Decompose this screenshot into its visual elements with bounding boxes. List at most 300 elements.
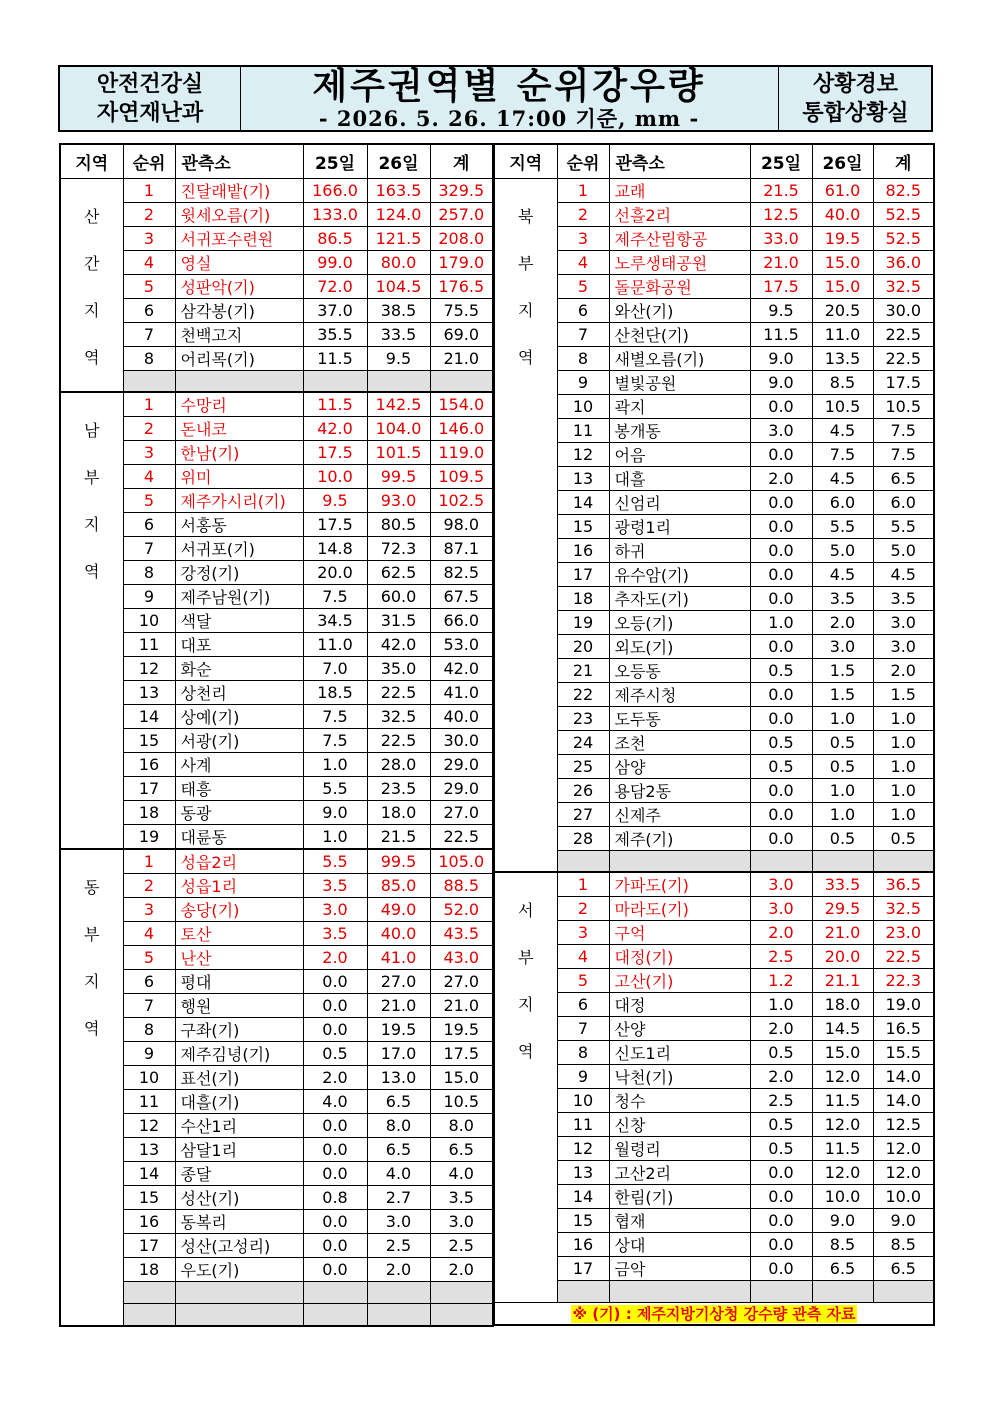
total-cell: 43.5 xyxy=(430,922,493,946)
day1-cell: 3.5 xyxy=(303,922,367,946)
day1-cell: 7.0 xyxy=(303,657,367,681)
day2-cell: 40.0 xyxy=(812,202,873,226)
station-cell: 가파도(기) xyxy=(609,872,750,897)
day2-cell: 28.0 xyxy=(367,753,430,777)
rank-cell: 18 xyxy=(123,1258,175,1282)
rank-cell: 18 xyxy=(123,801,175,825)
station-cell: 삼양 xyxy=(609,754,750,778)
department-label xyxy=(60,67,241,130)
station-cell: 서귀포수련원 xyxy=(175,226,303,250)
day1-cell: 7.5 xyxy=(303,585,367,609)
table-row xyxy=(60,298,493,322)
station-cell: 천백고지 xyxy=(175,322,303,346)
day2-cell: 11.0 xyxy=(812,322,873,346)
rank-cell: 1 xyxy=(557,872,609,897)
day1-cell: 9.0 xyxy=(303,801,367,825)
day1-cell: 0.0 xyxy=(750,634,812,658)
day2-cell: 15.0 xyxy=(812,1041,873,1065)
table-row xyxy=(494,802,934,826)
rank-cell: 16 xyxy=(123,753,175,777)
station-cell: 외도(기) xyxy=(609,634,750,658)
station-cell: 돌문화공원 xyxy=(609,274,750,298)
rank-cell: 6 xyxy=(123,970,175,994)
day1-cell: 17.5 xyxy=(750,274,812,298)
blank-cell xyxy=(557,850,609,872)
station-cell: 송당(기) xyxy=(175,898,303,922)
total-cell: 52.5 xyxy=(873,226,934,250)
day1-cell: 2.5 xyxy=(750,945,812,969)
col-region: 지역 xyxy=(494,144,557,178)
day1-cell: 21.5 xyxy=(750,178,812,202)
table-row xyxy=(494,1233,934,1257)
day1-cell: 34.5 xyxy=(303,609,367,633)
station-cell: 대흘 xyxy=(609,466,750,490)
station-cell: 위미 xyxy=(175,465,303,489)
page-subtitle: - 2026. 5. 26. 17:00 기준, mm - xyxy=(318,105,700,131)
total-cell: 119.0 xyxy=(430,441,493,465)
total-cell: 6.5 xyxy=(430,1138,493,1162)
rank-cell: 3 xyxy=(123,898,175,922)
rank-cell: 11 xyxy=(123,1090,175,1114)
station-cell: 노루생태공원 xyxy=(609,250,750,274)
day1-cell: 0.5 xyxy=(750,1113,812,1137)
day2-cell: 7.5 xyxy=(812,442,873,466)
rank-cell: 10 xyxy=(123,609,175,633)
total-cell: 105.0 xyxy=(430,849,493,874)
page-title: 제주권역별 순위강우량 xyxy=(312,65,706,107)
region-label xyxy=(494,178,557,872)
station-cell: 협재 xyxy=(609,1209,750,1233)
rank-cell: 11 xyxy=(557,1113,609,1137)
table-row xyxy=(60,777,493,801)
total-cell: 42.0 xyxy=(430,657,493,681)
total-cell: 12.5 xyxy=(873,1113,934,1137)
day2-cell: 33.5 xyxy=(812,872,873,897)
day2-cell: 121.5 xyxy=(367,226,430,250)
total-cell: 10.5 xyxy=(873,394,934,418)
day2-cell: 17.0 xyxy=(367,1042,430,1066)
day1-cell: 9.0 xyxy=(750,370,812,394)
station-cell: 새별오름(기) xyxy=(609,346,750,370)
table-row xyxy=(494,346,934,370)
station-cell: 영실 xyxy=(175,250,303,274)
day2-cell: 2.5 xyxy=(367,1234,430,1258)
station-cell: 낙천(기) xyxy=(609,1065,750,1089)
rank-cell: 15 xyxy=(123,1186,175,1210)
day1-cell: 14.8 xyxy=(303,537,367,561)
station-cell: 제주김녕(기) xyxy=(175,1042,303,1066)
station-cell: 선흘2리 xyxy=(609,202,750,226)
day1-cell: 166.0 xyxy=(303,178,367,202)
day1-cell: 2.0 xyxy=(750,921,812,945)
col-day1: 25일 xyxy=(303,144,367,178)
station-cell: 청수 xyxy=(609,1089,750,1113)
day2-cell: 142.5 xyxy=(367,392,430,417)
station-cell: 어음 xyxy=(609,442,750,466)
rank-cell: 14 xyxy=(123,705,175,729)
station-cell: 종달 xyxy=(175,1162,303,1186)
table-row xyxy=(494,1041,934,1065)
station-cell: 고산2리 xyxy=(609,1161,750,1185)
total-cell: 66.0 xyxy=(430,609,493,633)
day2-cell: 10.0 xyxy=(812,1185,873,1209)
station-cell: 오등동 xyxy=(609,658,750,682)
total-cell: 3.0 xyxy=(873,610,934,634)
day2-cell: 6.5 xyxy=(812,1257,873,1281)
total-cell: 10.5 xyxy=(430,1090,493,1114)
table-row xyxy=(494,418,934,442)
rank-cell: 4 xyxy=(557,945,609,969)
rainfall-table-left xyxy=(59,143,494,1327)
total-cell: 17.5 xyxy=(430,1042,493,1066)
rank-cell: 11 xyxy=(557,418,609,442)
table-row xyxy=(494,226,934,250)
day2-cell: 104.0 xyxy=(367,417,430,441)
station-cell: 한림(기) xyxy=(609,1185,750,1209)
table-row xyxy=(494,586,934,610)
table-header-row xyxy=(494,144,934,178)
total-cell: 14.0 xyxy=(873,1089,934,1113)
total-cell: 6.5 xyxy=(873,466,934,490)
day1-cell: 1.0 xyxy=(303,825,367,850)
station-cell: 서홍동 xyxy=(175,513,303,537)
rank-cell: 9 xyxy=(123,1042,175,1066)
day2-cell: 22.5 xyxy=(367,681,430,705)
day1-cell: 0.0 xyxy=(750,1209,812,1233)
blank-cell xyxy=(123,370,175,392)
total-cell: 1.5 xyxy=(873,682,934,706)
blank-cell xyxy=(367,1304,430,1326)
day2-cell: 8.0 xyxy=(367,1114,430,1138)
day1-cell: 3.0 xyxy=(750,897,812,921)
day1-cell: 0.5 xyxy=(750,1137,812,1161)
rank-cell: 25 xyxy=(557,754,609,778)
table-row xyxy=(60,898,493,922)
table-row xyxy=(60,1258,493,1282)
total-cell: 9.0 xyxy=(873,1209,934,1233)
blank-cell xyxy=(303,1304,367,1326)
day1-cell: 2.0 xyxy=(750,466,812,490)
station-cell: 색달 xyxy=(175,609,303,633)
title-block xyxy=(240,67,778,130)
note-row xyxy=(494,1303,934,1326)
station-cell: 조천 xyxy=(609,730,750,754)
total-cell: 208.0 xyxy=(430,226,493,250)
day2-cell: 38.5 xyxy=(367,298,430,322)
day2-cell: 80.0 xyxy=(367,250,430,274)
table-row xyxy=(60,537,493,561)
total-cell: 23.0 xyxy=(873,921,934,945)
total-cell: 12.0 xyxy=(873,1137,934,1161)
total-cell: 19.0 xyxy=(873,993,934,1017)
day2-cell: 104.5 xyxy=(367,274,430,298)
blank-cell xyxy=(303,1282,367,1304)
day2-cell: 61.0 xyxy=(812,178,873,202)
footnote: ※ (기) : 제주지방기상청 강수량 관측 자료 xyxy=(572,1305,856,1324)
rank-cell: 22 xyxy=(557,682,609,706)
day2-cell: 22.5 xyxy=(367,729,430,753)
day2-cell: 11.5 xyxy=(812,1089,873,1113)
table-row xyxy=(494,872,934,897)
station-cell: 어리목(기) xyxy=(175,346,303,370)
table-row xyxy=(494,1017,934,1041)
day1-cell: 0.5 xyxy=(750,754,812,778)
rank-cell: 14 xyxy=(557,490,609,514)
rank-cell: 23 xyxy=(557,706,609,730)
day1-cell: 3.0 xyxy=(750,418,812,442)
station-cell: 구좌(기) xyxy=(175,1018,303,1042)
table-row xyxy=(60,561,493,585)
col-total: 계 xyxy=(430,144,493,178)
day2-cell: 15.0 xyxy=(812,250,873,274)
rank-cell: 5 xyxy=(557,274,609,298)
total-cell: 154.0 xyxy=(430,392,493,417)
total-cell: 4.0 xyxy=(430,1162,493,1186)
office-line1: 상황경보 xyxy=(812,71,898,97)
day2-cell: 62.5 xyxy=(367,561,430,585)
blank-cell xyxy=(123,1282,175,1304)
table-row xyxy=(494,322,934,346)
region-char: 역 xyxy=(518,347,534,367)
total-cell: 6.0 xyxy=(873,490,934,514)
rank-cell: 6 xyxy=(123,298,175,322)
blank-cell xyxy=(873,1281,934,1303)
day1-cell: 11.5 xyxy=(303,392,367,417)
day2-cell: 33.5 xyxy=(367,322,430,346)
station-cell: 돈내코 xyxy=(175,417,303,441)
day1-cell: 17.5 xyxy=(303,513,367,537)
station-cell: 대흘(기) xyxy=(175,1090,303,1114)
rank-cell: 1 xyxy=(557,178,609,202)
station-cell: 구억 xyxy=(609,921,750,945)
day1-cell: 0.0 xyxy=(303,970,367,994)
col-region: 지역 xyxy=(60,144,123,178)
day1-cell: 2.0 xyxy=(303,1066,367,1090)
day2-cell: 4.0 xyxy=(367,1162,430,1186)
region-char: 지 xyxy=(518,300,534,320)
total-cell: 22.5 xyxy=(873,322,934,346)
day1-cell: 0.5 xyxy=(750,730,812,754)
total-cell: 102.5 xyxy=(430,489,493,513)
region-char: 지 xyxy=(518,995,534,1015)
total-cell: 6.5 xyxy=(873,1257,934,1281)
day1-cell: 0.0 xyxy=(750,802,812,826)
total-cell: 15.5 xyxy=(873,1041,934,1065)
rank-cell: 8 xyxy=(557,1041,609,1065)
station-cell: 상예(기) xyxy=(175,705,303,729)
table-row xyxy=(494,634,934,658)
total-cell: 29.0 xyxy=(430,753,493,777)
col-station: 관측소 xyxy=(609,144,750,178)
day1-cell: 4.0 xyxy=(303,1090,367,1114)
table-row xyxy=(494,993,934,1017)
blank-cell xyxy=(430,1282,493,1304)
total-cell: 146.0 xyxy=(430,417,493,441)
station-cell: 와산(기) xyxy=(609,298,750,322)
table-row xyxy=(60,1042,493,1066)
station-cell: 윗세오름(기) xyxy=(175,202,303,226)
table-row xyxy=(60,250,493,274)
total-cell: 4.5 xyxy=(873,562,934,586)
region-char: 간 xyxy=(84,253,100,273)
total-cell: 8.0 xyxy=(430,1114,493,1138)
rainfall-table-right xyxy=(493,143,935,1326)
rank-cell: 5 xyxy=(557,969,609,993)
region-char: 역 xyxy=(84,1019,100,1039)
table-row xyxy=(60,994,493,1018)
rank-cell: 2 xyxy=(557,202,609,226)
station-cell: 수망리 xyxy=(175,392,303,417)
day2-cell: 41.0 xyxy=(367,946,430,970)
blank-cell xyxy=(873,850,934,872)
table-row xyxy=(60,465,493,489)
table-row xyxy=(494,370,934,394)
total-cell: 1.0 xyxy=(873,730,934,754)
station-cell: 표선(기) xyxy=(175,1066,303,1090)
table-row xyxy=(60,1162,493,1186)
rank-cell: 4 xyxy=(557,250,609,274)
day1-cell: 0.0 xyxy=(303,1138,367,1162)
blank-cell xyxy=(430,1304,493,1326)
station-cell: 우도(기) xyxy=(175,1258,303,1282)
station-cell: 상천리 xyxy=(175,681,303,705)
station-cell: 유수암(기) xyxy=(609,562,750,586)
total-cell: 1.0 xyxy=(873,802,934,826)
rank-cell: 20 xyxy=(557,634,609,658)
blank-cell xyxy=(303,370,367,392)
rank-cell: 9 xyxy=(123,585,175,609)
table-row xyxy=(494,826,934,850)
rank-cell: 28 xyxy=(557,826,609,850)
rank-cell: 9 xyxy=(557,1065,609,1089)
total-cell: 7.5 xyxy=(873,442,934,466)
rank-cell: 13 xyxy=(557,466,609,490)
rank-cell: 18 xyxy=(557,586,609,610)
station-cell: 행원 xyxy=(175,994,303,1018)
total-cell: 3.0 xyxy=(430,1210,493,1234)
rank-cell: 6 xyxy=(557,298,609,322)
table-row xyxy=(60,1066,493,1090)
rank-cell: 27 xyxy=(557,802,609,826)
station-cell: 토산 xyxy=(175,922,303,946)
station-cell: 신도1리 xyxy=(609,1041,750,1065)
rank-cell: 12 xyxy=(123,1114,175,1138)
total-cell: 7.5 xyxy=(873,418,934,442)
table-row xyxy=(494,778,934,802)
day1-cell: 0.0 xyxy=(750,394,812,418)
station-cell: 강정(기) xyxy=(175,561,303,585)
blank-row xyxy=(494,1281,934,1303)
table-row xyxy=(60,1234,493,1258)
station-cell: 성읍2리 xyxy=(175,849,303,874)
day1-cell: 3.0 xyxy=(303,898,367,922)
day2-cell: 12.0 xyxy=(812,1065,873,1089)
region-char: 지 xyxy=(84,300,100,320)
day2-cell: 1.5 xyxy=(812,658,873,682)
day1-cell: 5.5 xyxy=(303,777,367,801)
day2-cell: 21.5 xyxy=(367,825,430,850)
station-cell: 곽지 xyxy=(609,394,750,418)
station-cell: 하귀 xyxy=(609,538,750,562)
station-cell: 사계 xyxy=(175,753,303,777)
total-cell: 1.0 xyxy=(873,706,934,730)
table-row xyxy=(60,226,493,250)
day1-cell: 11.5 xyxy=(750,322,812,346)
station-cell: 수산1리 xyxy=(175,1114,303,1138)
day1-cell: 37.0 xyxy=(303,298,367,322)
rank-cell: 5 xyxy=(123,489,175,513)
station-cell: 대정 xyxy=(609,993,750,1017)
blank-cell xyxy=(175,1304,303,1326)
col-total: 계 xyxy=(873,144,934,178)
day2-cell: 0.5 xyxy=(812,730,873,754)
total-cell: 32.5 xyxy=(873,897,934,921)
total-cell: 3.5 xyxy=(873,586,934,610)
day1-cell: 12.5 xyxy=(750,202,812,226)
day2-cell: 13.0 xyxy=(367,1066,430,1090)
table-row xyxy=(60,1090,493,1114)
blank-row xyxy=(60,1304,493,1326)
total-cell: 21.0 xyxy=(430,994,493,1018)
table-row xyxy=(60,681,493,705)
rank-cell: 7 xyxy=(123,322,175,346)
day2-cell: 11.5 xyxy=(812,1137,873,1161)
day2-cell: 19.5 xyxy=(812,226,873,250)
region-char: 부 xyxy=(518,948,534,968)
rank-cell: 1 xyxy=(123,849,175,874)
day1-cell: 7.5 xyxy=(303,729,367,753)
rank-cell: 1 xyxy=(123,178,175,202)
day1-cell: 0.0 xyxy=(750,1161,812,1185)
rank-cell: 3 xyxy=(123,226,175,250)
station-cell: 제주가시리(기) xyxy=(175,489,303,513)
day2-cell: 20.5 xyxy=(812,298,873,322)
rank-cell: 2 xyxy=(123,874,175,898)
day2-cell: 12.0 xyxy=(812,1113,873,1137)
total-cell: 82.5 xyxy=(873,178,934,202)
blank-cell xyxy=(430,370,493,392)
total-cell: 43.0 xyxy=(430,946,493,970)
station-cell: 금악 xyxy=(609,1257,750,1281)
total-cell: 179.0 xyxy=(430,250,493,274)
day1-cell: 2.0 xyxy=(750,1017,812,1041)
day2-cell: 0.5 xyxy=(812,826,873,850)
day1-cell: 0.0 xyxy=(750,442,812,466)
station-cell: 화순 xyxy=(175,657,303,681)
region-char: 부 xyxy=(84,925,100,945)
table-row xyxy=(494,706,934,730)
region-char: 산 xyxy=(84,206,100,226)
station-cell: 상대 xyxy=(609,1233,750,1257)
table-row xyxy=(494,562,934,586)
table-row xyxy=(494,250,934,274)
table-row xyxy=(494,754,934,778)
total-cell: 30.0 xyxy=(430,729,493,753)
region-char: 부 xyxy=(84,468,100,488)
day2-cell: 4.5 xyxy=(812,562,873,586)
rank-cell: 17 xyxy=(123,777,175,801)
total-cell: 75.5 xyxy=(430,298,493,322)
day1-cell: 5.5 xyxy=(303,849,367,874)
rank-cell: 5 xyxy=(123,946,175,970)
table-row xyxy=(494,897,934,921)
table-header-row xyxy=(60,144,493,178)
station-cell: 고산(기) xyxy=(609,969,750,993)
day2-cell: 3.0 xyxy=(812,634,873,658)
rank-cell: 2 xyxy=(557,897,609,921)
blank-cell xyxy=(609,1281,750,1303)
blank-cell xyxy=(175,370,303,392)
